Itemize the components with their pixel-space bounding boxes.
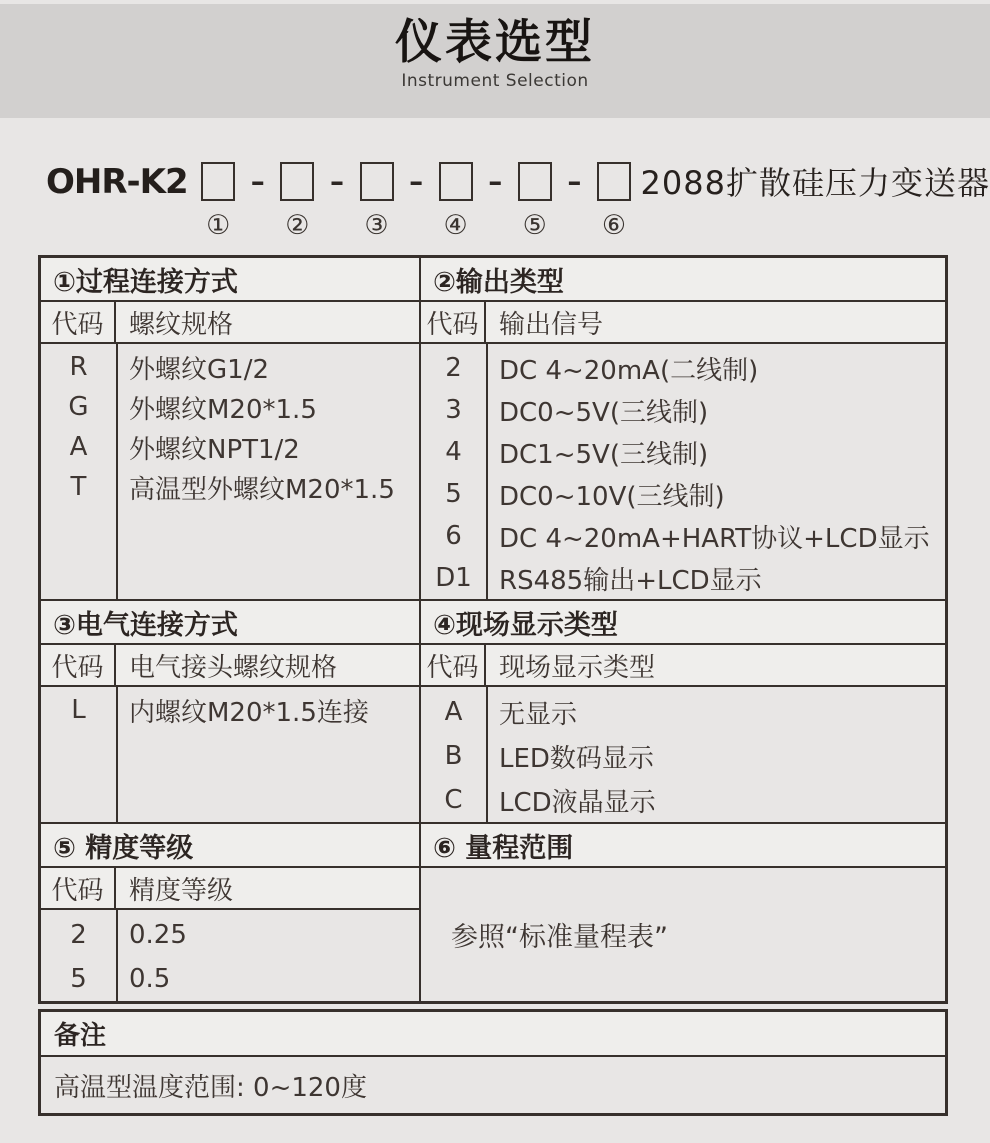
value-cell: 无显示	[499, 699, 578, 730]
page	[0, 4, 990, 1116]
value-cell: 0.5	[129, 964, 171, 994]
code-cell: 5	[445, 479, 462, 509]
value-cell: DC 4~20mA+HART协议+LCD显示	[499, 523, 930, 554]
model-slot-box-2	[280, 162, 314, 201]
value-cell: DC 4~20mA(二线制)	[499, 355, 759, 386]
model-slot-5	[516, 162, 553, 239]
slot-number-1: ①	[206, 210, 231, 241]
slot-number-6: ⑥	[601, 210, 627, 241]
section-4-header-row	[421, 645, 945, 687]
section-5-header-row	[41, 868, 419, 910]
value-cell: 外螺纹M20*1.5	[129, 394, 317, 425]
section-1-rows	[41, 344, 419, 599]
code-cell: D1	[435, 563, 472, 593]
table-row	[421, 557, 945, 599]
section-3-header-row	[41, 645, 419, 687]
table-band-3	[41, 824, 945, 1001]
page-title: 仪表选型	[395, 15, 595, 70]
code-cell: 2	[70, 920, 87, 950]
section-3-title: ③电气连接方式	[41, 601, 419, 645]
section-4-rows	[421, 687, 945, 822]
remark-table	[38, 1009, 948, 1116]
slot-number-5: ⑤	[522, 210, 547, 241]
value-cell: LCD液晶显示	[499, 787, 656, 818]
value-header: 输出信号	[499, 309, 604, 340]
section-2-header-row	[421, 302, 945, 344]
code-header: 代码	[41, 645, 116, 685]
table-row	[41, 427, 419, 467]
code-cell: B	[444, 741, 463, 771]
table-row	[41, 387, 419, 427]
dash-separator: –	[488, 165, 503, 198]
code-header: 代码	[41, 302, 116, 342]
model-slot-3	[358, 162, 395, 239]
model-slot-4	[437, 162, 474, 239]
range-note: 参照“标准量程表”	[451, 922, 668, 953]
model-slot-box-1	[201, 162, 235, 201]
slot-number-4: ④	[443, 210, 468, 241]
value-cell: 0.25	[129, 920, 187, 950]
value-cell: DC0~5V(三线制)	[499, 397, 709, 428]
table-row	[41, 913, 419, 957]
table-row	[421, 347, 945, 389]
slot-number-2: ②	[285, 210, 310, 241]
selection-table	[38, 255, 948, 1004]
model-slot-box-4	[439, 162, 473, 201]
code-cell: A	[444, 697, 463, 727]
code-header: 代码	[41, 868, 116, 908]
table-row	[41, 467, 419, 507]
code-header: 代码	[421, 302, 486, 342]
model-slot-box-3	[360, 162, 394, 201]
table-row	[421, 431, 945, 473]
section-6-title: ⑥ 量程范围	[421, 824, 945, 868]
remark-title: 备注	[41, 1012, 945, 1057]
code-cell: 4	[445, 437, 462, 467]
section-accuracy-class	[41, 824, 421, 1001]
section-4-title: ④现场显示类型	[421, 601, 945, 645]
model-slot-6	[595, 162, 632, 239]
remark-content: 高温型温度范围: 0~120度	[54, 1072, 367, 1103]
code-cell: C	[444, 785, 463, 815]
value-cell: RS485输出+LCD显示	[499, 565, 762, 596]
value-cell: 高温型外螺纹M20*1.5	[129, 474, 395, 505]
section-2-title: ②输出类型	[421, 258, 945, 302]
model-code-row	[46, 162, 990, 239]
section-1-header-row	[41, 302, 419, 344]
section-process-connection	[41, 258, 421, 599]
code-cell: A	[69, 432, 88, 462]
model-slot-1	[200, 162, 237, 239]
table-band-2	[41, 601, 945, 824]
model-prefix: OHR-K2	[46, 162, 188, 202]
table-row	[41, 690, 419, 730]
table-band-1	[41, 258, 945, 601]
dash-separator: –	[250, 165, 265, 198]
value-cell: LED数码显示	[499, 743, 654, 774]
table-row	[421, 778, 945, 822]
code-cell: L	[71, 695, 86, 725]
value-header: 精度等级	[129, 875, 234, 906]
model-slot-box-6	[597, 162, 631, 201]
model-slot-box-5	[518, 162, 552, 201]
code-cell: 2	[445, 353, 462, 383]
value-header: 现场显示类型	[499, 652, 656, 683]
table-row	[421, 473, 945, 515]
dash-separator: –	[409, 165, 424, 198]
model-suffix: 2088扩散硅压力变送器	[640, 164, 990, 202]
model-slot-2	[279, 162, 316, 239]
value-header: 螺纹规格	[129, 309, 234, 340]
code-cell: 6	[445, 521, 462, 551]
value-cell: DC1~5V(三线制)	[499, 439, 709, 470]
value-cell: 内螺纹M20*1.5连接	[129, 697, 369, 728]
section-3-rows	[41, 687, 419, 822]
section-display-type	[421, 601, 945, 822]
page-subtitle: Instrument Selection	[401, 71, 589, 92]
table-row	[41, 347, 419, 387]
section-2-rows	[421, 344, 945, 599]
page-header	[0, 4, 990, 118]
code-cell: G	[68, 392, 89, 422]
code-header: 代码	[421, 645, 486, 685]
table-row	[41, 957, 419, 1001]
code-cell: T	[70, 472, 87, 502]
table-row	[421, 515, 945, 557]
table-row	[421, 690, 945, 734]
code-cell: 5	[70, 964, 87, 994]
slot-number-3: ③	[364, 210, 389, 241]
section-electrical-connection	[41, 601, 421, 822]
dash-separator: –	[329, 165, 344, 198]
code-cell: 3	[445, 395, 462, 425]
section-5-title: ⑤ 精度等级	[41, 824, 419, 868]
dash-separator: –	[567, 165, 582, 198]
section-1-title: ①过程连接方式	[41, 258, 419, 302]
table-row	[421, 734, 945, 778]
section-output-type	[421, 258, 945, 599]
value-cell: DC0~10V(三线制)	[499, 481, 725, 512]
section-range	[421, 824, 945, 1001]
section-5-rows	[41, 910, 419, 1001]
table-row	[421, 389, 945, 431]
value-cell: 外螺纹NPT1/2	[129, 434, 300, 465]
value-cell: 外螺纹G1/2	[129, 354, 269, 385]
code-cell: R	[69, 352, 88, 382]
value-header: 电气接头螺纹规格	[129, 652, 338, 683]
